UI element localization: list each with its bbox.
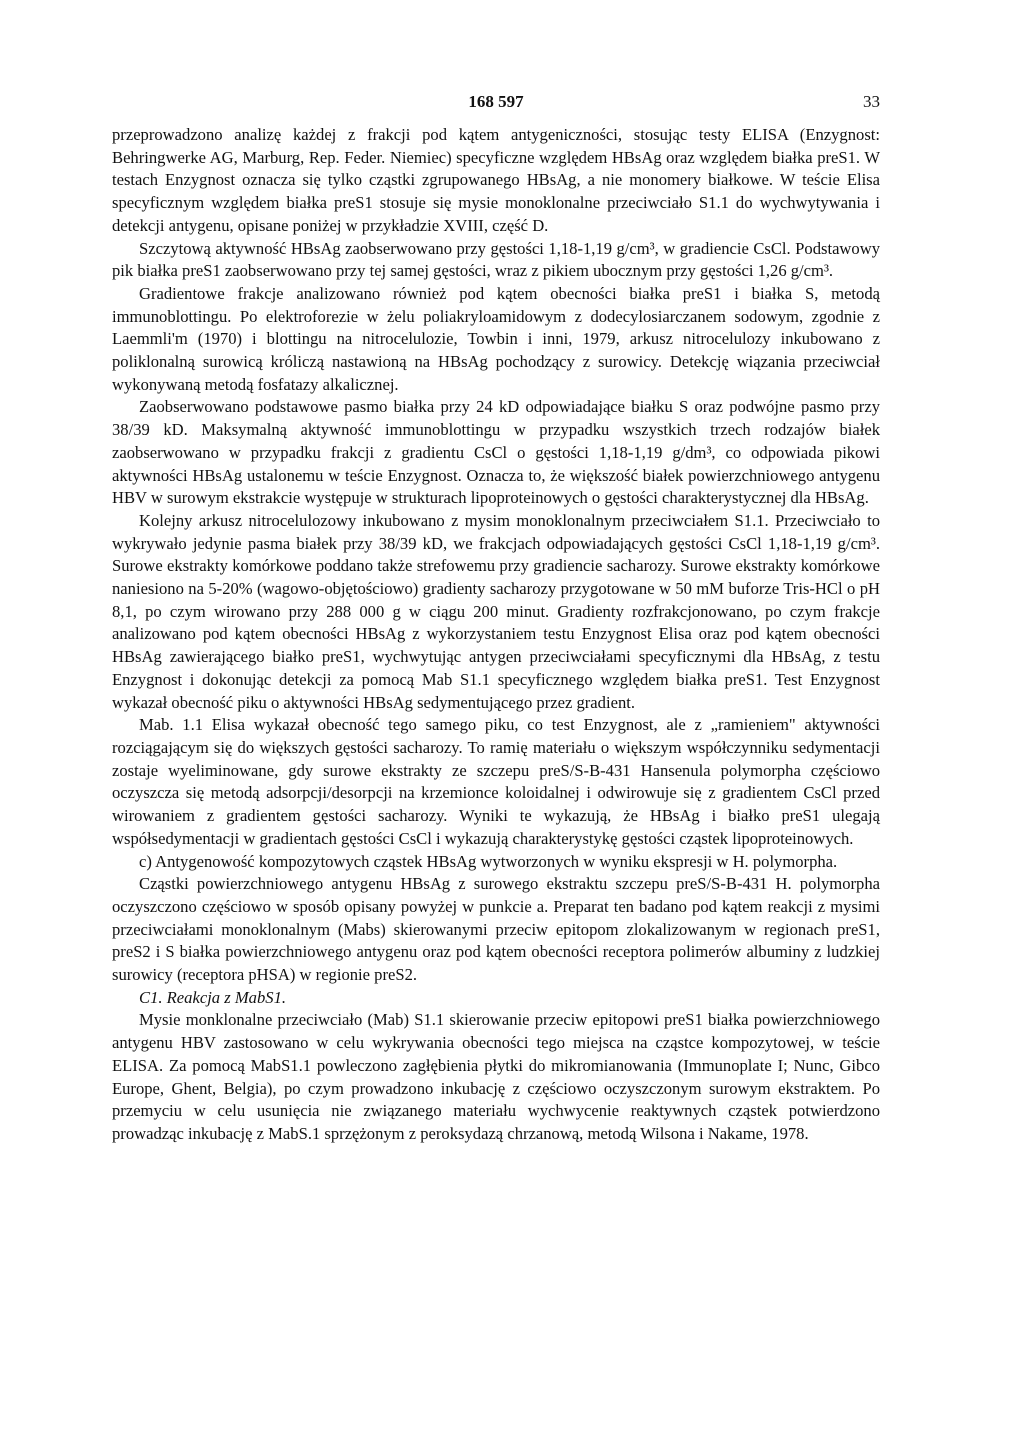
- paragraph: Zaobserwowano podstawowe pasmo białka przy 24 kD odpowiadające białku S oraz podwójne pasmo przy 38/39 kD. Maksymalną aktywność immunoblottingu w przypadku wszystkich trzech rodzajów białek zaobserwowano w przypadku frakcji z gradientu CsCl o gęstości 1,18-1,19 g/dm³, co odpowiada pikowi aktywności HBsAg ustalonemu w teście Enzygnost. Oznacza to, że większość białek powierzchniowego antygenu HBV w surowym ekstrakcie występuje w strukturach lipoproteinowych o gęstości charakterystycznej dla HBsAg.: [112, 397, 880, 508]
- paragraph: Mysie monklonalne przeciwciało (Mab) S1.1 skierowanie przeciw epitopowi preS1 białka powierzchniowego antygenu HBV zastosowano w celu wykrywania obecności tego miejsca na cząstce kompozytowej, w teście ELISA. Za pomocą MabS1.1 powleczono zagłębienia płytki do mikromianowania (Immunoplate I; Nunc, Gibco Europe, Ghent, Belgia), po czym prowadzono inkubację z częściowo oczyszczonym surowym ekstraktem. Po przemyciu w celu usunięcia nie związanego materiału wychwycenie reaktywnych cząstek potwierdzono prowadząc inkubację z MabS.1 sprzężonym z peroksydazą chrzanową, metodą Wilsona i Nakame, 1978.: [112, 1010, 880, 1143]
- paragraph: Gradientowe frakcje analizowano również pod kątem obecności białka preS1 i białka S, metodą immunoblottingu. Po elektroforezie w żelu poliakryloamidowym z dodecylosiarczanem sodowym, zgodnie z Laemmli'm (1970) i blottingu na nitrocelulozie, Towbin i inni, 1979, arkusz nitrocelulozy inkubowano z poliklonalną surowicą króliczą nastawioną na HBsAg pochodzący z surowicy. Detekcję wiązania przeciwciał wykonywaną metodą fosfatazy alkalicznej.: [112, 283, 880, 394]
- paragraph: przeprowadzono analizę każdej z frakcji pod kątem antygeniczności, stosując testy ELISA (Enzygnost: Behringwerke AG, Marburg, Rep. Feder. Niemiec) specyficzne względem HBsAg oraz względem białka preS1. W testach Enzygnost oznacza się tylko cząstki zgrupowanego HBsAg, a nie monomery białkowe. W teście Elisa specyficznym względem białka preS1 stosuje się mysie monoklonalne przeciwciało S1.1 do wychwytywania i detekcji antygenu, opisane poniżej w przykładzie XVIII, część D.: [112, 125, 880, 235]
- paragraph: Szczytową aktywność HBsAg zaobserwowano przy gęstości 1,18-1,19 g/cm³, w gradiencie CsCl. Podstawowy pik białka preS1 zaobserwowano przy tej samej gęstości, wraz z pikiem ubocznym przy gęstości 1,26 g/cm³.: [112, 238, 880, 281]
- paragraph: Kolejny arkusz nitrocelulozowy inkubowano z mysim monoklonalnym przeciwciałem S1.1. Przeciwciało to wykrywało jedynie pasma białek przy 38/39 kD, we frakcjach odpowiadających gęstości CsCl 1,18-1,19 g/cm³. Surowe ekstrakty komórkowe poddano także strefowemu przy gradiencie sacharozy. Surowe ekstrakty komórkowe naniesiono na 5-20% (wagowo-objętościowo) gradienty sacharozy przygotowane w 50 mM buforze Tris-HCl o pH 8,1, po czym wirowano przy 288 000 g w ciągu 200 minut. Gradienty rozfrakcjonowano, po czym frakcje analizowano pod kątem obecności HBsAg z wykorzystaniem testu Enzygnost Elisa oraz pod kątem obecności HBsAg zawierającego białko preS1, wychwytując antygen przeciwciałami specyficznymi dla HBsAg, z testu Enzygnost i dokonując detekcji za pomocą Mab S1.1 specyficznego względem białka preS1. Test Enzygnost wykazał obecność piku o aktywności HBsAg sedymentującego przez gradient.: [112, 510, 880, 712]
- paragraph: Cząstki powierzchniowego antygenu HBsAg z surowego ekstraktu szczepu preS/S-B-431 H. polymorpha oczyszczono częściowo w sposób opisany powyżej w punkcie a. Preparat ten badano pod kątem reakcji z mysimi przeciwciałami monoklonalnym (Mabs) skierowanymi przeciw epitopom zlokalizowanym w regionach preS1, preS2 i S białka powierzchniowego antygenu oraz pod kątem obecności receptora polimerów albuminy z ludzkiej surowicy (receptora pHSA) w regionie preS2.: [112, 874, 880, 985]
- section-heading: C1. Reakcja z MabS1.: [139, 987, 287, 1007]
- page-number: 33: [863, 92, 880, 111]
- document-body: [112, 124, 880, 1146]
- page-header: [112, 92, 880, 116]
- paragraph: c) Antygenowość kompozytowych cząstek HBsAg wytworzonych w wyniku ekspresji w H. polymorpha.: [139, 851, 838, 871]
- patent-number: 168 597: [468, 92, 524, 111]
- paragraph: Mab. 1.1 Elisa wykazał obecność tego samego piku, co test Enzygnost, ale z „ramieniem" aktywności rozciągającym się do większych gęstości sacharozy. To ramię materiału o większym współczynniku sedymentacji zostaje wyeliminowane, gdy surowe ekstrakty ze szczepu preS/S-B-431 Hansenula polymorpha częściowo oczyszcza się metodą adsorpcji/desorpcji na krzemionce koloidalnej i odwirowuje się z gradientem CsCl przed wirowaniem z gradientem gęstości sacharozy. Wyniki te wykazują, że HBsAg i białko preS1 ulegają współsedymentacji w gradientach gęstości CsCl i wykazują charakterystykę gęstości cząstek lipoproteinowych.: [112, 715, 880, 848]
- document-page: [112, 92, 880, 1146]
